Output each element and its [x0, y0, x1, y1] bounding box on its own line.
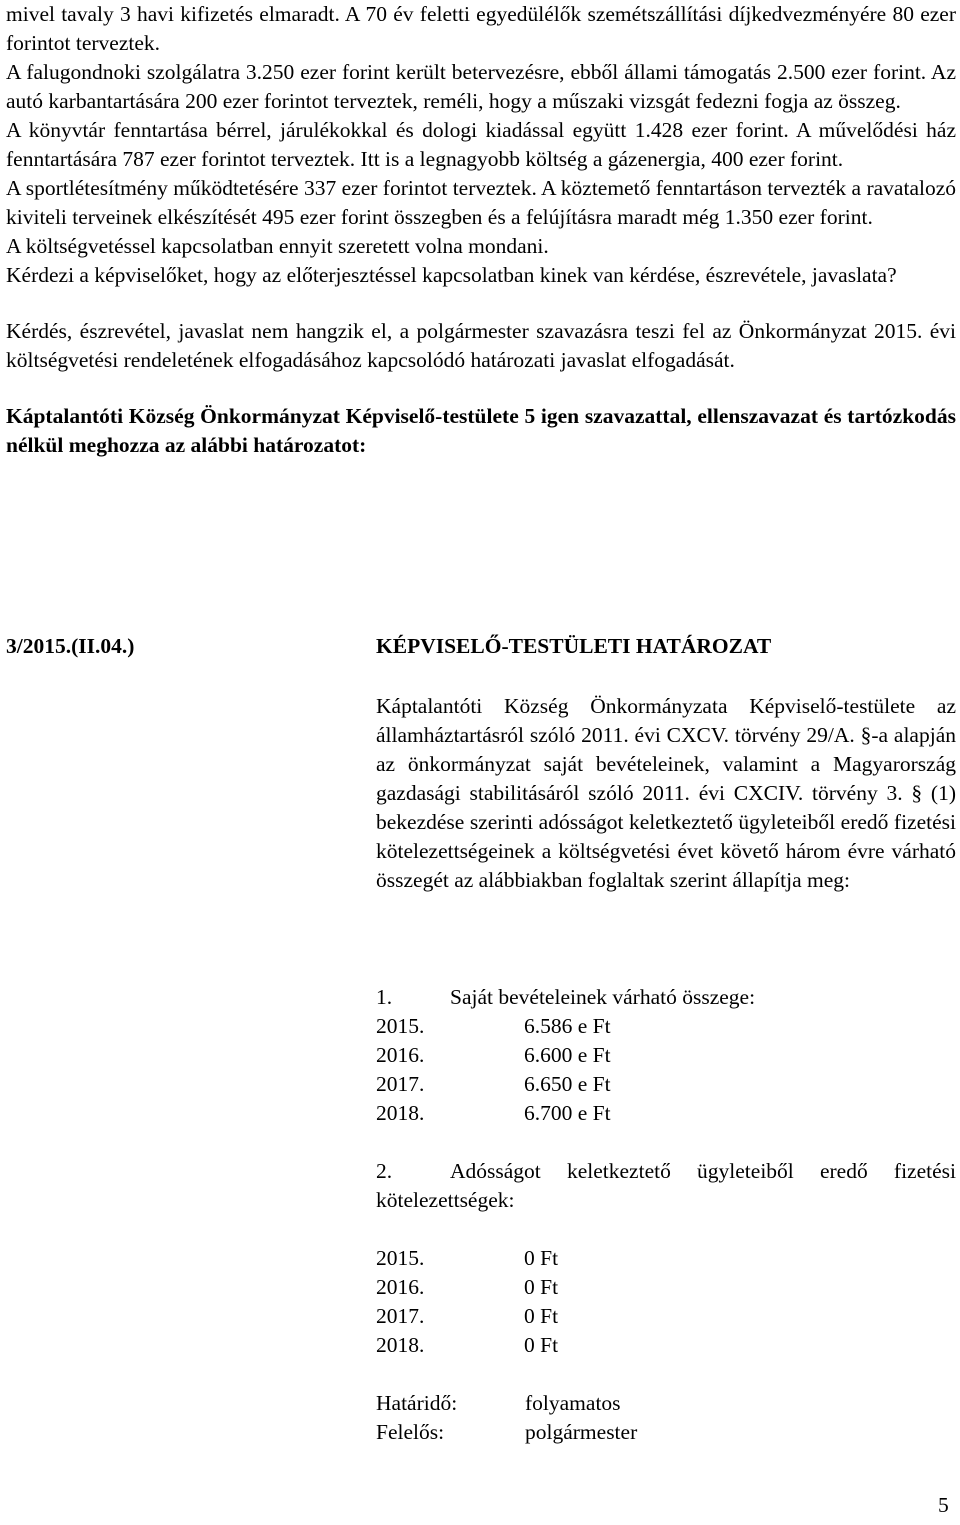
responsible-value: polgármester — [525, 1420, 638, 1444]
paragraph-closing-remark: A költségvetéssel kapcsolatban ennyit szeretett volna mondani. — [6, 234, 549, 258]
page-number: 5 — [938, 1493, 949, 1517]
resolution-number: 3/2015.(II.04.) — [6, 634, 135, 658]
paragraph-library-culture-house: A könyvtár fenntartása bérrel, járulékokkal és dologi kiadással együtt 1.428 ezer forint. A művelődési ház fenntartására 787 ezer forintot terveztek. Itt is a legnagyobb költség a gázenergia, 400 ezer forint. — [6, 118, 956, 171]
paragraph-question-to-representatives: Kérdezi a képviselőket, hogy az előterjesztéssel kapcsolatban kinek van kérdése, észrevétele, javaslata? — [6, 263, 897, 287]
item-1-value: 6.650 e Ft — [524, 1072, 611, 1096]
item-1-row — [376, 1099, 611, 1128]
item-2-value: 0 Ft — [524, 1246, 559, 1270]
responsible-label: Felelős: — [376, 1420, 445, 1444]
item-2-year: 2017. — [376, 1304, 425, 1328]
paragraph-village-caretaker: A falugondnoki szolgálatra 3.250 ezer forint került betervezésre, ebből állami támogatás 2.500 ezer forint. Az autó karbantartására 200 ezer forintot terveztek, reméli, hogy a műszaki vizsgát fedezni fogja az összeg. — [6, 60, 956, 113]
item-1-row — [376, 1012, 611, 1041]
item-1-label: Saját bevételeinek várható összege: — [450, 985, 756, 1009]
resolution-body — [376, 692, 956, 895]
item-2-value: 0 Ft — [524, 1275, 559, 1299]
deadline-label: Határidő: — [376, 1391, 458, 1415]
item-2-year: 2018. — [376, 1333, 425, 1357]
item-2-row — [376, 1302, 558, 1331]
item-2-row — [376, 1244, 558, 1273]
decision-statement: Káptalantóti Község Önkormányzat Képviselő-testülete 5 igen szavazattal, ellenszavazat és tartózkodás nélkül meghozza az alábbi határozatot: — [6, 404, 956, 457]
paragraph-vote-call: Kérdés, észrevétel, javaslat nem hangzik el, a polgármester szavazásra teszi fel az Önkormányzat 2015. évi költségvetési rendeletének elfogadásához kapcsolódó határozati javaslat elfogadását. — [6, 319, 956, 372]
item-2-label: Adósságot keletkeztető ügyleteiből eredő fizetési kötelezettségek: — [376, 1159, 956, 1212]
item-2-value: 0 Ft — [524, 1304, 559, 1328]
paragraph-waste-discount: mivel tavaly 3 havi kifizetés elmaradt. A 70 év feletti egyedülélők szemétszállítási díjkedvezményére 80 ezer forintot terveztek. — [6, 2, 956, 55]
item-1-row — [376, 1070, 611, 1099]
item-1-row — [376, 1041, 611, 1070]
resolution-title: KÉPVISELŐ-TESTÜLETI HATÁROZAT — [376, 634, 772, 658]
resolution-item-2 — [376, 1157, 956, 1215]
item-1-value: 6.600 e Ft — [524, 1043, 611, 1067]
item-2-value: 0 Ft — [524, 1333, 559, 1357]
deadline-value: folyamatos — [525, 1391, 621, 1415]
item-1-year: 2016. — [376, 1043, 425, 1067]
item-2-year: 2015. — [376, 1246, 425, 1270]
item-1-year: 2015. — [376, 1014, 425, 1038]
paragraph-sport-cemetery: A sportlétesítmény működtetésére 337 ezer forintot terveztek. A köztemető fenntartáson tervezték a ravatalozó kiviteli terveinek elkészítését 495 ezer forint összegben és a felújításra maradt még 1.350 ezer forint. — [6, 176, 956, 229]
item-1-value: 6.700 e Ft — [524, 1101, 611, 1125]
item-1-year: 2017. — [376, 1072, 425, 1096]
item-1-number: 1. — [376, 985, 393, 1009]
resolution-item-1 — [376, 983, 956, 1012]
item-1-value: 6.586 e Ft — [524, 1014, 611, 1038]
item-2-row — [376, 1331, 558, 1360]
item-2-row — [376, 1273, 558, 1302]
item-1-year: 2018. — [376, 1101, 425, 1125]
minutes-text — [6, 0, 956, 460]
item-2-number: 2. — [376, 1159, 393, 1183]
deadline — [376, 1389, 621, 1418]
responsible — [376, 1418, 637, 1447]
resolution-text: Káptalantóti Község Önkormányzata Képviselő-testülete az államháztartásról szóló 2011. évi CXCV. törvény 29/A. §-a alapján az önkormányzat saját bevételeinek, valamint a Magyarország gazdasági stabilitásáról szóló 2011. évi CXCIV. törvény 3. § (1) bekezdése szerinti adósságot keletkeztető ügyleteiből eredő fizetési kötelezettségeinek a költségvetési évet követő három évre várható összegét az alábbiakban foglaltak szerint állapítja meg: — [376, 694, 956, 892]
item-2-year: 2016. — [376, 1275, 425, 1299]
